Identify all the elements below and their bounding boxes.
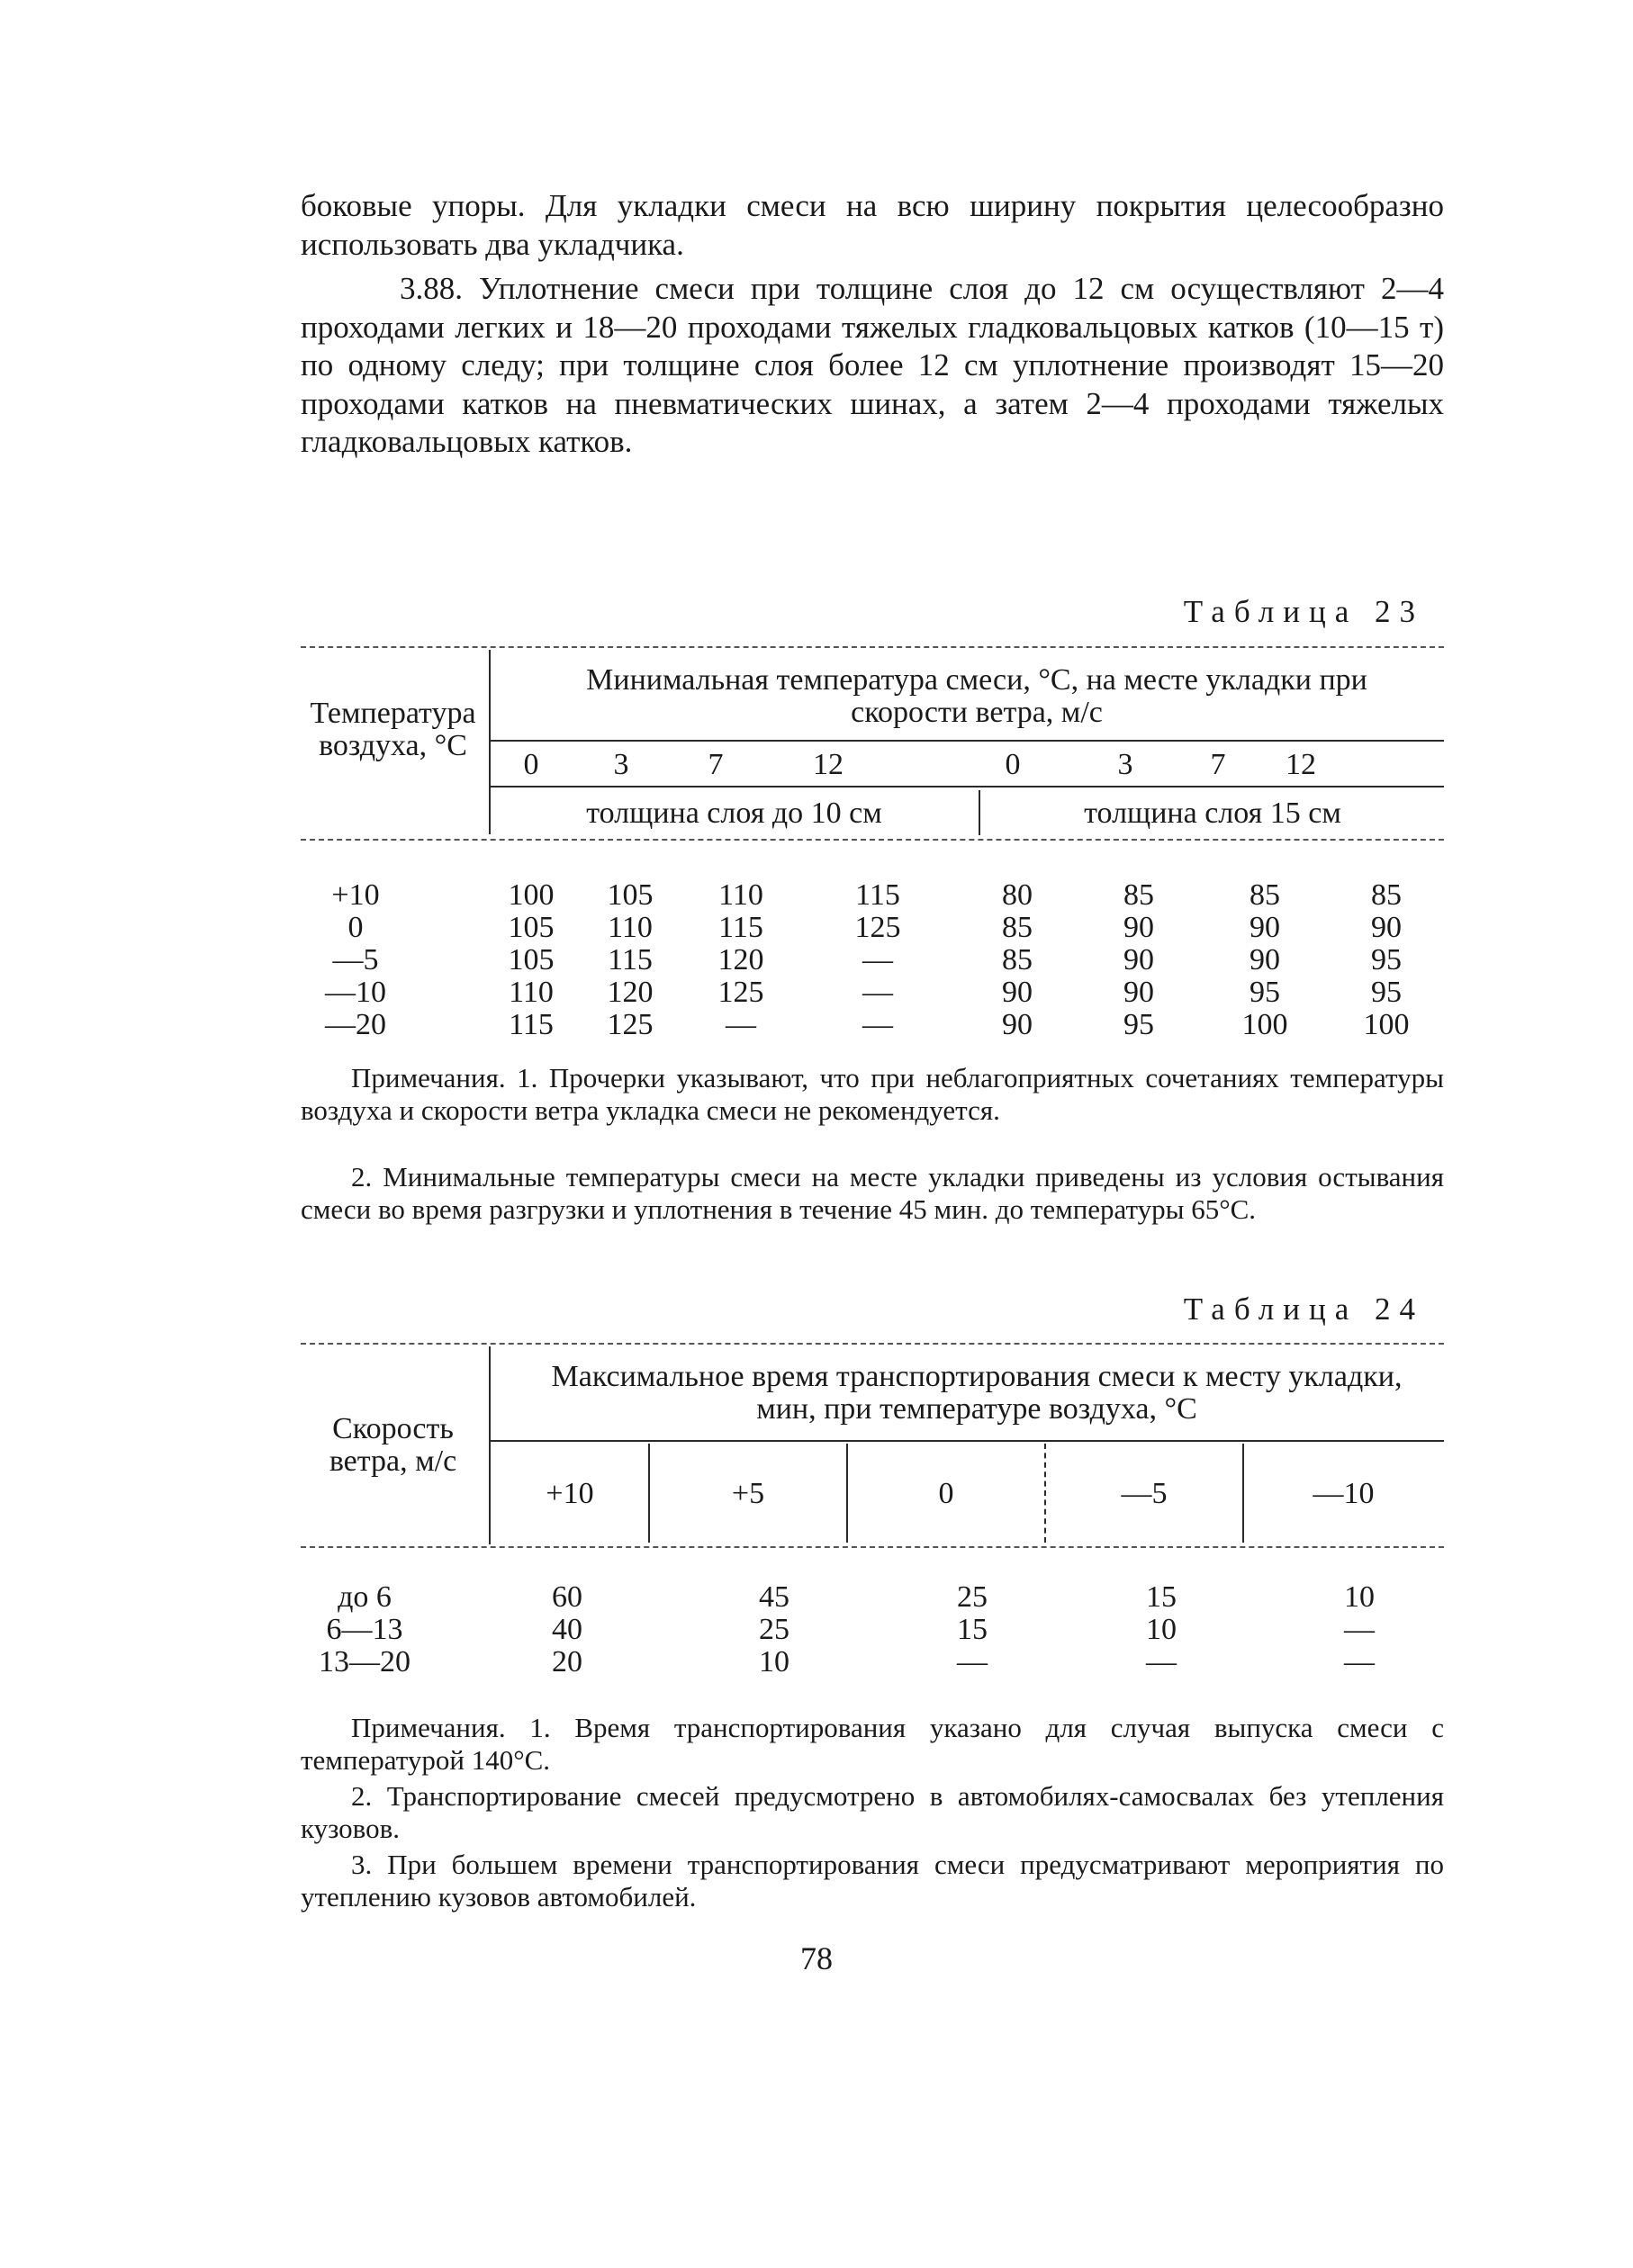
table-24-group-rule [491,1440,1444,1442]
t23-cell: 105 [508,911,555,944]
t24-cell: 40 [552,1613,582,1646]
t24-cell: 25 [957,1580,988,1614]
table-24-note-2 [301,1780,1444,1845]
t23-cell: — [862,943,893,976]
t23-cell: 120 [607,976,654,1009]
table-23-group-rule [491,740,1444,742]
t23-row-label: —20 [325,1008,386,1041]
t23-cell: 105 [508,943,555,976]
t23-row-label: 0 [347,911,364,944]
table-23-note-1-text: Примечания. 1. Прочерки указывают, что при неблагоприятных сочетаниях температуры воздуха и скорости ветра укладка смеси не рекомендуется. [301,1062,1444,1126]
t23-row-label: +10 [331,878,380,912]
t24-cell: — [1146,1645,1177,1678]
t23-cell: 85 [1002,911,1033,944]
t23-wind-3: 3 [613,748,629,781]
table-24-note-1-text: Примечания. 1. Время транспортирования указано для случая выпуска смеси с температурой 140°С. [301,1712,1444,1776]
t23-cell: 115 [509,1008,554,1041]
t23-thickness-left: толщина слоя до 10 см [586,796,882,830]
t23-wind-0b: 0 [1005,748,1021,781]
table-24-note-2-text: 2. Транспортирование смесей предусмотрено в автомобилях-самосвалах без утепления кузовов. [301,1780,1444,1844]
table-24-col-divider [846,1444,848,1543]
t23-cell: 110 [509,976,554,1009]
t24-cell: — [1344,1613,1375,1646]
table-23-thickness-divider [979,790,980,835]
table-23-stub-divider [489,650,491,834]
t23-cell: 90 [1250,911,1280,944]
t23-row-label: —10 [325,976,386,1009]
paragraph-3-88 [301,270,1444,462]
t23-cell: 95 [1123,1008,1154,1041]
table-23-top-rule [301,646,1444,648]
t23-cell: 85 [1123,878,1154,912]
table-23-group-header: Минимальная температура смеси, °С, на месте укладки при скорости ветра, м/с [586,663,1367,729]
t23-cell: — [726,1008,756,1041]
t23-wind-0: 0 [523,748,539,781]
t24-cell: — [1344,1645,1375,1678]
t23-cell: 125 [717,976,764,1009]
t24-temp-minus5: —5 [1121,1477,1168,1510]
table-24-header-rule [301,1546,1444,1548]
table-24-caption: Таблица 24 [1183,1292,1424,1327]
t24-row-label: 13—20 [319,1645,411,1678]
t23-cell: 90 [1123,911,1154,944]
t23-cell: 110 [718,878,763,912]
t23-cell: 125 [854,911,901,944]
table-24-col-divider [1242,1444,1244,1543]
t23-cell: 95 [1250,976,1280,1009]
t24-cell: 20 [552,1645,582,1678]
t24-temp-plus10: +10 [546,1477,594,1510]
paragraph-intro: боковые упоры. Для укладки смеси на всю ширину покрытия целесообразно использовать два укладчика. [301,188,1444,262]
paragraph-3-88-text: 3.88. Уплотнение смеси при толщине слоя до 12 см осуществляют 2—4 проходами легких и 18—20 проходами тяжелых гладковальцовых катков (10—15 т) по одному следу; при толщине слоя более 12 см уплотнение производят 15—20 проходами катков на пневматических шинах, а затем 2—4 проходами тяжелых гладковальцовых катков. [301,271,1444,459]
t23-cell: 90 [1002,976,1033,1009]
table-23-row-header: Температура воздуха, °С [310,697,476,762]
table-24-col-divider [648,1444,650,1543]
t23-cell: 110 [608,911,653,944]
table-24-note-1 [301,1712,1444,1777]
t23-thickness-right: толщина слоя 15 см [1084,796,1341,830]
t23-cell: 85 [1371,878,1402,912]
page-number: 78 [800,1940,833,1976]
t23-cell: 100 [1363,1008,1410,1041]
table-23-header-rule [301,839,1444,841]
t23-cell: 105 [607,878,654,912]
table-24-note-3-text: 3. При большем времени транспортирования смеси предусматривают мероприятия по утеплению кузовов автомобилей. [301,1849,1444,1912]
t24-cell: 15 [957,1613,988,1646]
t23-wind-12b: 12 [1286,748,1316,781]
t23-wind-7b: 7 [1210,748,1226,781]
t24-cell: 60 [552,1580,582,1614]
t23-cell: 100 [1241,1008,1288,1041]
t23-cell: — [862,1008,893,1041]
table-24-group-header: Максимальное время транспортирования смеси к месту укладки, мин, при температуре воздуха, °С [551,1360,1403,1426]
table-24-note-3 [301,1849,1444,1913]
t23-cell: 80 [1002,878,1033,912]
t24-temp-minus10: —10 [1313,1477,1375,1510]
t23-cell: 85 [1002,943,1033,976]
t23-cell: 90 [1371,911,1402,944]
t24-row-label: до 6 [338,1580,392,1614]
t23-cell: — [862,976,893,1009]
table-23-note-1 [301,1062,1444,1127]
t23-cell: 125 [607,1008,654,1041]
table-23-note-2-text: 2. Минимальные температуры смеси на месте укладки приведены из условия остывания смеси во время разгрузки и уплотнения в течение 45 мин. до температуры 65°С. [301,1161,1444,1225]
table-24-top-rule [301,1343,1444,1345]
t24-cell: 15 [1146,1580,1177,1614]
t23-cell: 90 [1123,943,1154,976]
t23-cell: 90 [1123,976,1154,1009]
table-24-row-header: Скорость ветра, м/с [329,1412,457,1478]
t23-cell: 95 [1371,943,1402,976]
t23-cell: 115 [855,878,900,912]
t24-cell: 10 [759,1645,789,1678]
table-24-stub-divider [489,1346,491,1544]
t23-cell: 90 [1002,1008,1033,1041]
t24-cell: 10 [1344,1580,1375,1614]
t23-cell: 95 [1371,976,1402,1009]
t24-row-label: 6—13 [326,1613,403,1646]
t24-temp-plus5: +5 [731,1477,765,1510]
t24-cell: 25 [759,1613,789,1646]
t23-cell: 100 [508,878,555,912]
t23-cell: 90 [1250,943,1280,976]
t23-wind-7: 7 [708,748,724,781]
table-23-caption: Таблица 23 [1183,594,1424,629]
t24-temp-0: 0 [938,1477,954,1510]
table-23-note-2 [301,1161,1444,1226]
t23-cell: 115 [608,943,653,976]
t24-cell: 10 [1146,1613,1177,1646]
t23-cell: 85 [1250,878,1280,912]
t24-cell: 45 [759,1580,789,1614]
t23-cell: 120 [717,943,764,976]
t23-cell: 115 [718,911,763,944]
t23-row-label: —5 [332,943,379,976]
table-23-speed-rule [491,786,1444,788]
t23-wind-3b: 3 [1117,748,1133,781]
table-24-col-divider [1044,1444,1046,1543]
t24-cell: — [957,1645,988,1678]
t23-wind-12: 12 [813,748,844,781]
